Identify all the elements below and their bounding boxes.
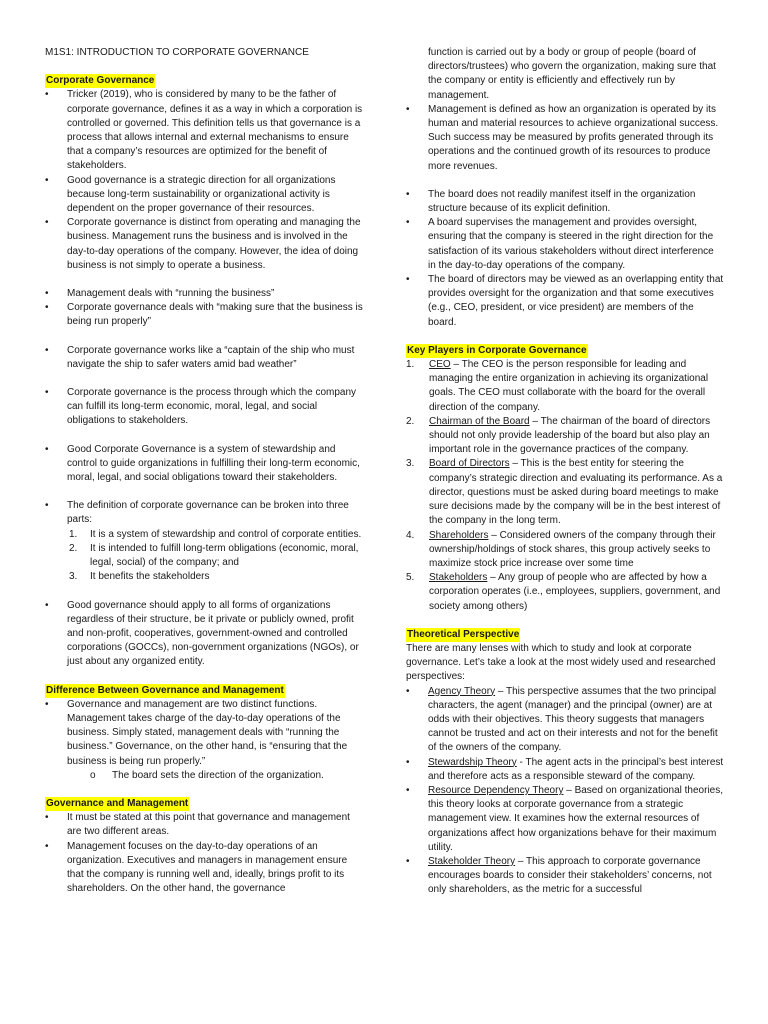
list-item: • Tricker (2019), who is considered by many to be the father of corporate governance, defines it as a way in which a corporation is controlled or governed. This definition tells us that governance is a process that allows internal and external mechanisms to ensure that a company’s resources are optimized for the benefit of stakeholders. — [45, 88, 363, 173]
item-text: – Considered owners of the company through their ownership/holdings of stock shares, this group actively seeks to maximize stock price increase over some time — [429, 529, 716, 569]
list-item: • The definition of corporate governance can be broken into three parts: — [45, 499, 363, 527]
list-item: • It must be stated at this point that governance and management are two different areas. — [45, 811, 363, 839]
governance-management-heading — [45, 797, 363, 811]
list-item: • Corporate governance works like a “captain of the ship who must navigate the ship to safer waters amid bad weather” — [45, 344, 363, 372]
term: Resource Dependency Theory — [428, 784, 564, 796]
list-item: • Management is defined as how an organization is operated by its human and material resources to achieve organizational success. Such success may be measured by profits generated through its operations and the continued growth of its resources to produce more revenues. — [406, 103, 724, 174]
item-text: – Any group of people who are affected by how a corporation operates (i.e., employees, suppliers, government, and society among others) — [429, 572, 721, 612]
numbered-item — [45, 570, 363, 584]
theoretical-perspective-heading — [406, 628, 724, 642]
list-item — [406, 685, 724, 756]
list-item: • Management deals with “running the business” — [45, 287, 363, 301]
item-text: – The CEO is the person responsible for leading and managing the entire organization in achieving its organizational goals. The CEO must collaborate with the board for the overall direction of the company. — [429, 359, 709, 413]
term: Stewardship Theory — [428, 756, 517, 768]
item-number: 2. — [69, 542, 78, 554]
term: Chairman of the Board — [429, 415, 530, 427]
numbered-item — [45, 528, 363, 542]
left-column — [45, 46, 363, 896]
numbered-item — [406, 529, 724, 572]
item-text: – The chairman of the board of directors should not only provide leadership of the board but also play an important role in the governance practices of the company. — [429, 415, 711, 456]
list-item: • Good Corporate Governance is a system of stewardship and control to guide organizations in fulfilling their long-term economic, moral, legal, and social obligations toward their stakeholders. — [45, 443, 363, 486]
list-item: • The board of directors may be viewed as an overlapping entity that provides oversight for the organization and that some executives (e.g., CEO, president, or vice president) are members of the board. — [406, 273, 724, 330]
list-item: • A board supervises the management and provides oversight, ensuring that the company is steered in the right direction for the satisfaction of its various stakeholders without direct interference in the day-to-day operations of the company. — [406, 216, 724, 273]
document-title: M1S1: INTRODUCTION TO CORPORATE GOVERNANCE — [45, 47, 309, 58]
item-text: – This perspective assumes that the two principal characters, the agent (manager) and the principal (owner) are at odds with their objectives. This theory suggests that managers cannot be trusted and act on their interests and not for the benefit of the owners of the company. — [428, 685, 718, 754]
highlighted-heading: Key Players in Corporate Governance — [406, 344, 588, 358]
item-number: 5. — [406, 572, 415, 584]
numbered-item — [45, 542, 363, 570]
list-item — [406, 784, 724, 855]
item-text: – This is the best entity for steering the company’s strategic direction and evaluating its performance. As a director, questions must be asked during board meetings to make sure decisions made by the company will be in the best interest of the company in the long term. — [429, 458, 723, 527]
intro-paragraph: There are many lenses with which to study and look at corporate governance. Let’s take a look at the most widely used and researched perspectives: — [406, 642, 716, 683]
list-item: • Corporate governance is the process through which the company can fulfill its long-term economic, moral, legal, and social obligations to stakeholders. — [45, 386, 363, 429]
list-item: • Governance and management are two distinct functions. Management takes charge of the day-to-day operations of the business. Simply stated, management deals with “running the business.” Governance, on the other hand, is “ensuring that the business is being run properly.” — [45, 698, 363, 769]
item-text: function is carried out by a body or group of people (board of directors/trustees) who govern the organization, making sure that the company or entity is efficiently and effectively run by management. — [428, 47, 716, 101]
item-text: The board sets the direction of the organization. — [112, 769, 324, 781]
item-number: 1. — [406, 359, 415, 371]
item-text: It is a system of stewardship and control of corporate entities. — [90, 528, 362, 540]
term: Board of Directors — [429, 458, 510, 470]
list-item: • The board does not readily manifest itself in the organization structure because of its explicit definition. — [406, 188, 724, 216]
term: Stakeholder Theory — [428, 855, 516, 867]
item-number: 2. — [406, 415, 415, 427]
list-item: • Corporate governance is distinct from operating and managing the business. Management runs the business and is involved in the day-to-day operations of the company. However, the idea of doing business is not simply to operate a business. — [45, 216, 363, 273]
term: Stakeholders — [429, 572, 488, 584]
difference-heading — [45, 684, 363, 698]
item-number: 4. — [406, 529, 415, 541]
numbered-item — [406, 457, 724, 528]
highlighted-heading: Theoretical Perspective — [406, 628, 520, 642]
key-players-heading — [406, 344, 724, 358]
list-item — [406, 855, 724, 898]
list-item: • Management focuses on the day-to-day operations of an organization. Executives and managers in management ensure that the company is running well and, ideally, brings profit to its shareholders. On the other hand, the governance — [45, 840, 363, 897]
circle-bullet-icon: o — [90, 769, 96, 781]
item-number: 3. — [69, 571, 78, 583]
list-item: • Good governance should apply to all forms of organizations regardless of their structure, be it private or publicly owned, profit and non-profit, cooperatives, government-owned and controlled corporations (GOCCs), non-government organizations (NGOs), or just about any organized entity. — [45, 599, 363, 670]
highlighted-heading: Governance and Management — [45, 797, 189, 811]
term: Agency Theory — [428, 685, 496, 697]
item-text: – Based on organizational theories, this theory looks at corporate governance from a strategic management view. It examines how the external resources of organizations affect how organizations behave for their maximum utility. — [428, 784, 724, 853]
numbered-item — [406, 415, 724, 458]
item-text: - The agent acts in the principal’s best interest and therefore acts as a responsible steward of the company. — [428, 756, 724, 782]
numbered-item — [406, 571, 724, 614]
item-number: 3. — [406, 458, 415, 470]
list-item: • Corporate governance deals with “making sure that the business is being run properly” — [45, 301, 363, 329]
item-text: – This approach to corporate governance encourages boards to consider their stakeholders’ concerns, not only shareholders, as the metric for a successful — [428, 855, 712, 896]
item-text: It benefits the stakeholders — [90, 571, 210, 583]
list-item — [406, 756, 724, 784]
sub-list-item — [45, 769, 363, 783]
highlighted-heading: Difference Between Governance and Management — [45, 684, 285, 698]
list-item: • Good governance is a strategic direction for all organizations because long-term sustainability or organizational activity is dependent on the proper governance of their resources. — [45, 174, 363, 217]
item-text: It is intended to fulfill long-term obligations (economic, moral, legal, social) of the company; and — [90, 542, 359, 569]
highlighted-heading: Corporate Governance — [45, 74, 155, 88]
right-column — [406, 46, 724, 898]
term: Shareholders — [429, 529, 489, 541]
continued-text — [406, 46, 724, 103]
numbered-item — [406, 358, 724, 415]
corporate-governance-heading — [45, 74, 363, 88]
item-number: 1. — [69, 528, 78, 540]
term: CEO — [429, 359, 451, 371]
